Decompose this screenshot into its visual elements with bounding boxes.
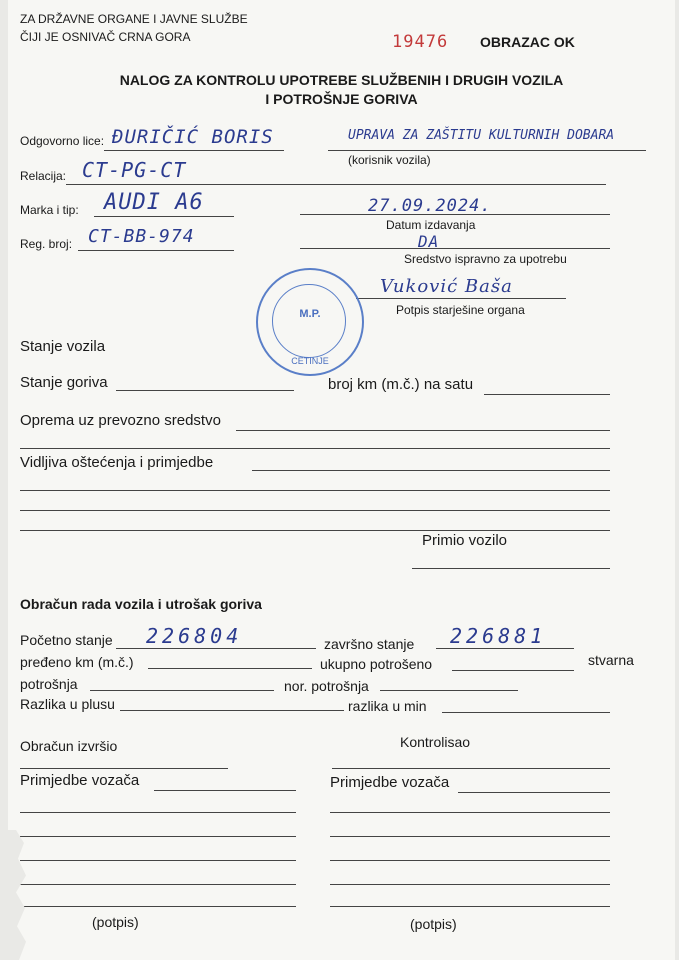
kontrolisao-line [332,768,610,769]
primjedbe-right-line-2 [330,812,610,813]
odgovorno-label: Odgovorno lice: [20,134,105,148]
korisnik-label: (korisnik vozila) [348,153,431,167]
form-title-line-2: I POTROŠNJE GORIVA [265,91,418,107]
primjedbe-right-line-6 [330,906,610,907]
ostecenja-line-1 [252,470,610,471]
primio-line [412,568,610,569]
primjedbe-right-line-1 [458,792,610,793]
ukupno-line [452,670,574,671]
torn-edge [8,830,28,960]
stvarna-label: stvarna [588,652,634,668]
predjeno-label: pređeno km (m.č.) [20,654,134,670]
stamp-city: CETINJE [291,356,329,366]
zavrsno-line [436,648,574,649]
razlika-plus-line [120,710,344,711]
ispravno-label: Sredstvo ispravno za upotrebu [404,252,567,266]
nor-label: nor. potrošnja [284,678,369,694]
signature-line [356,298,566,299]
pocetno-label: Početno stanje [20,632,113,648]
predjeno-line [148,668,312,669]
primjedbe-left-line-1 [154,790,296,791]
ostecenja-line-3 [20,510,610,511]
ostecenja-line-4 [20,530,610,531]
odgovorno-line [104,150,284,151]
primio-label: Primio vozilo [422,532,508,549]
potpis-right-label: (potpis) [410,916,457,932]
stanje-goriva-line [116,390,294,391]
stanje-vozila-label: Stanje vozila [20,338,106,355]
reg-value: CT-BB-974 [88,226,195,247]
zavrsno-label: završno stanje [324,636,415,652]
stamp-inner-ring [272,284,346,358]
org-line-2: ČIJI JE OSNIVAČ CRNA GORA [20,30,191,44]
official-stamp [256,268,364,376]
potpis-starjesine-label: Potpis starješine organa [396,303,525,317]
primjedbe-left-line-3 [20,836,296,837]
primjedbe-left-line-4 [20,860,296,861]
oprema-label: Oprema uz prevozno sredstvo [20,412,221,429]
form-page [8,0,675,960]
korisnik-value: UPRAVA ZA ZAŠTITU KULTURNIH DOBARA [348,128,615,143]
korisnik-line [328,150,646,151]
primjedbe-left-label: Primjedbe vozača [20,772,140,789]
stanje-goriva-label: Stanje goriva [20,374,108,391]
relacija-label: Relacija: [20,169,67,183]
relacija-value: CT-PG-CT [82,158,187,182]
potrosnja-line [90,690,274,691]
razlika-min-line [442,712,610,713]
stamp-mp: M.P. [299,308,321,320]
izvrsio-line [20,768,228,769]
oprema-line-2 [20,448,610,449]
primjedbe-right-line-3 [330,836,610,837]
kontrolisao-label: Kontrolisao [400,734,471,750]
odgovorno-value: ĐURIČIĆ BORIS [112,126,274,148]
izvrsio-label: Obračun izvršio [20,738,118,754]
pocetno-value: 226804 [146,624,243,648]
reg-line [78,250,234,251]
form-number: 19476 [392,32,449,52]
datum-value: 27.09.2024. [368,196,492,216]
broj-km-label: broj km (m.č.) na satu [328,376,474,393]
primjedbe-right-line-4 [330,860,610,861]
nor-line [380,690,518,691]
starjesina-signature: Vuković Baša [380,276,513,297]
datum-label: Datum izdavanja [386,218,476,232]
reg-label: Reg. broj: [20,237,73,251]
marka-value: AUDI A6 [104,190,204,215]
broj-km-line [484,394,610,395]
ukupno-label: ukupno potrošeno [320,656,433,672]
primjedbe-left-line-5 [20,884,296,885]
form-code: OBRAZAC OK [480,34,575,50]
primjedbe-right-label: Primjedbe vozača [330,774,450,791]
potrosnja-label: potrošnja [20,676,78,692]
oprema-line-1 [236,430,610,431]
primjedbe-left-line-6 [20,906,296,907]
relacija-line [66,184,606,185]
org-line-1: ZA DRŽAVNE ORGANE I JAVNE SLUŽBE [20,12,248,26]
calc-section-title: Obračun rada vozila i utrošak goriva [20,596,262,612]
potpis-left-label: (potpis) [92,914,139,930]
form-title-line-1: NALOG ZA KONTROLU UPOTREBE SLUŽBENIH I DRUGIH VOZILA [119,72,564,88]
zavrsno-value: 226881 [450,624,547,648]
ostecenja-line-2 [20,490,610,491]
marka-label: Marka i tip: [20,203,79,217]
datum-line [300,214,610,215]
marka-line [94,216,234,217]
primjedbe-left-line-2 [20,812,296,813]
ispravno-line [300,248,610,249]
primjedbe-right-line-5 [330,884,610,885]
pocetno-line [116,648,316,649]
razlika-min-label: razlika u min [348,698,427,714]
ispravno-value: DA [418,232,440,251]
razlika-plus-label: Razlika u plusu [20,696,115,712]
ostecenja-label: Vidljiva oštećenja i primjedbe [20,454,214,471]
